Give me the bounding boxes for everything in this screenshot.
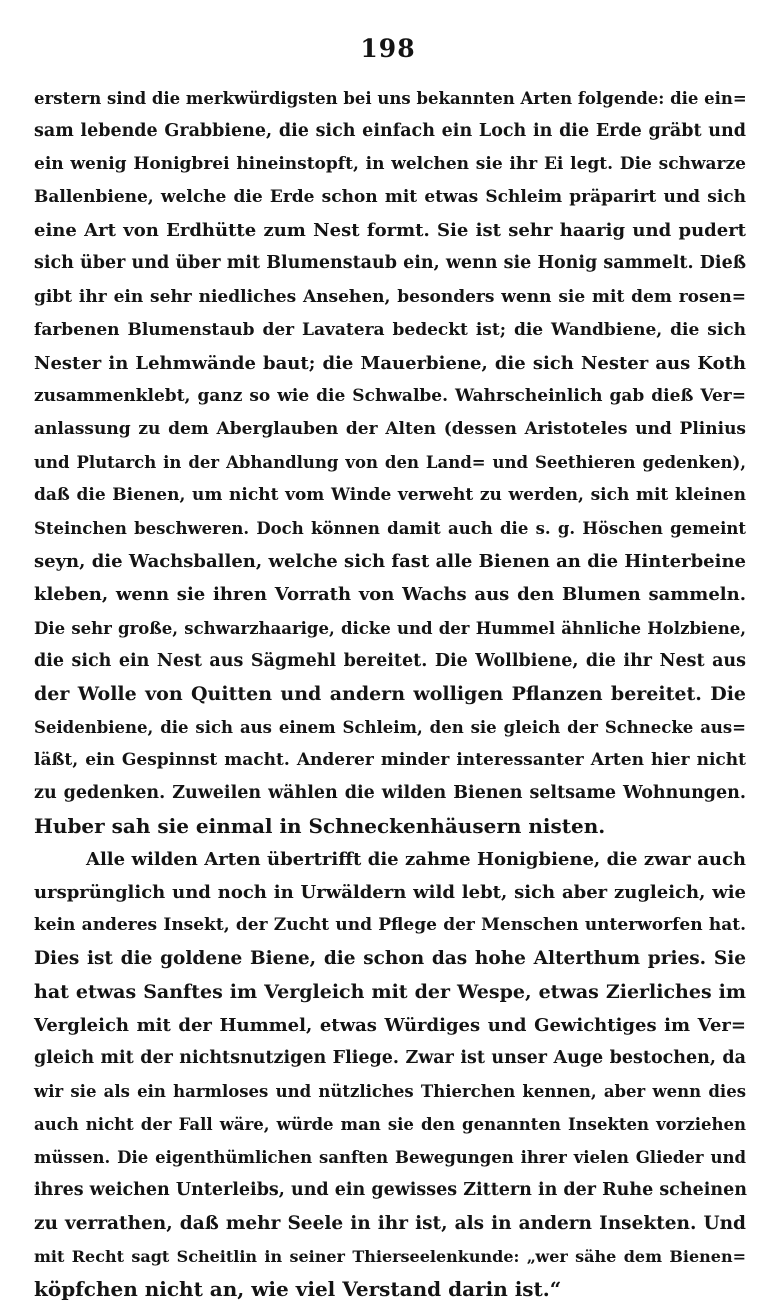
text-line: sich über und über mit Blumenstaub ein, wenn sie Honig sammelt. Dieß <box>34 253 746 274</box>
body-text <box>34 82 746 1306</box>
text-line: seyn, die Wachsballen, welche sich fast alle Bienen an die Hinterbeine <box>34 551 746 573</box>
text-line: und Plutarch in der Abhandlung von den Land= und Seethieren gedenken), <box>34 453 746 473</box>
text-line: zu verrathen, daß mehr Seele in ihr ist, als in andern Insekten. Und <box>34 1213 746 1235</box>
text-line: zusammenklebt, ganz so wie die Schwalbe. Wahrscheinlich gab dieß Ver= <box>34 385 746 406</box>
text-line: ihres weichen Unterleibs, und ein gewisses Zittern in der Ruhe scheinen <box>34 1180 747 1201</box>
page-number: 198 <box>360 34 416 63</box>
text-line: eine Art von Erdhütte zum Nest formt. Sie ist sehr haarig und pudert <box>34 220 746 242</box>
text-line: daß die Bienen, um nicht vom Winde verweht zu werden, sich mit kleinen <box>34 485 746 506</box>
text-line: erstern sind die merkwürdigsten bei uns bekannten Arten folgende: die ein= <box>34 89 747 108</box>
text-line: Nester in Lehmwände baut; die Mauerbiene, die sich Nester aus Koth <box>34 352 746 374</box>
text-line: kleben, wenn sie ihren Vorrath von Wachs aus den Blumen sammeln. <box>34 584 746 606</box>
text-line: Dies ist die goldene Biene, die schon das hohe Alterthum pries. Sie <box>34 948 746 970</box>
text-line: müssen. Die eigenthümlichen sanften Bewegungen ihrer vielen Glieder und <box>34 1148 746 1167</box>
text-line: Die sehr große, schwarzhaarige, dicke und der Hummel ähnliche Holzbiene, <box>34 618 746 638</box>
text-line: anlassung zu dem Aberglauben der Alten (dessen Aristoteles und Plinius <box>34 418 746 439</box>
text-line: ursprünglich und noch in Urwäldern wild lebt, sich aber zugleich, wie <box>34 882 746 904</box>
text-line: Ballenbiene, welche die Erde schon mit etwas Schleim präparirt und sich <box>34 187 746 208</box>
text-line: die sich ein Nest aus Sägmehl bereitet. Die Wollbiene, die ihr Nest aus <box>34 650 746 671</box>
text-line: Huber sah sie einmal in Schneckenhäusern nisten. <box>34 814 606 839</box>
text-line: der Wolle von Quitten und andern wolligen Pflanzen bereitet. Die <box>34 682 746 705</box>
text-line: mit Recht sagt Scheitlin in seiner Thierseelenkunde: „wer sähe dem Bienen= <box>34 1247 746 1267</box>
text-line: gleich mit der nichtsnutzigen Fliege. Zwar ist unser Auge bestochen, da <box>34 1047 746 1068</box>
text-line: wir sie als ein harmloses und nützliches Thierchen kennen, aber wenn dies <box>34 1081 746 1101</box>
text-line: köpfchen nicht an, wie viel Verstand darin ist.“ <box>34 1277 562 1302</box>
paragraph-2 <box>34 843 746 1306</box>
text-line: hat etwas Sanftes im Vergleich mit der Wespe, etwas Zierliches im <box>34 980 746 1003</box>
text-line: Vergleich mit der Hummel, etwas Würdiges und Gewichtiges im Ver= <box>34 1014 746 1036</box>
text-line: Steinchen beschweren. Doch können damit auch die s. g. Höschen gemeint <box>34 519 746 539</box>
text-line: läßt, ein Gespinnst macht. Anderer minder interessanter Arten hier nicht <box>34 749 746 770</box>
paragraph-1 <box>34 82 746 843</box>
text-line: farbenen Blumenstaub der Lavatera bedeckt ist; die Wandbiene, die sich <box>34 319 746 340</box>
text-line: auch nicht der Fall wäre, würde man sie den genannten Insekten vorziehen <box>34 1114 746 1134</box>
text-line: ein wenig Honigbrei hineinstopft, in welchen sie ihr Ei legt. Die schwarze <box>34 154 746 175</box>
text-line: zu gedenken. Zuweilen wählen die wilden Bienen seltsame Wohnungen. <box>34 782 746 803</box>
text-line: gibt ihr ein sehr niedliches Ansehen, besonders wenn sie mit dem rosen= <box>34 286 746 307</box>
text-line: Seidenbiene, die sich aus einem Schleim, den sie gleich der Schnecke aus= <box>34 717 746 737</box>
text-line: kein anderes Insekt, der Zucht und Pflege der Menschen unterworfen hat. <box>34 915 746 936</box>
text-line: Alle wilden Arten übertrifft die zahme Honigbiene, die zwar auch <box>86 849 746 871</box>
text-line: sam lebende Grabbiene, die sich einfach ein Loch in die Erde gräbt und <box>34 121 746 142</box>
